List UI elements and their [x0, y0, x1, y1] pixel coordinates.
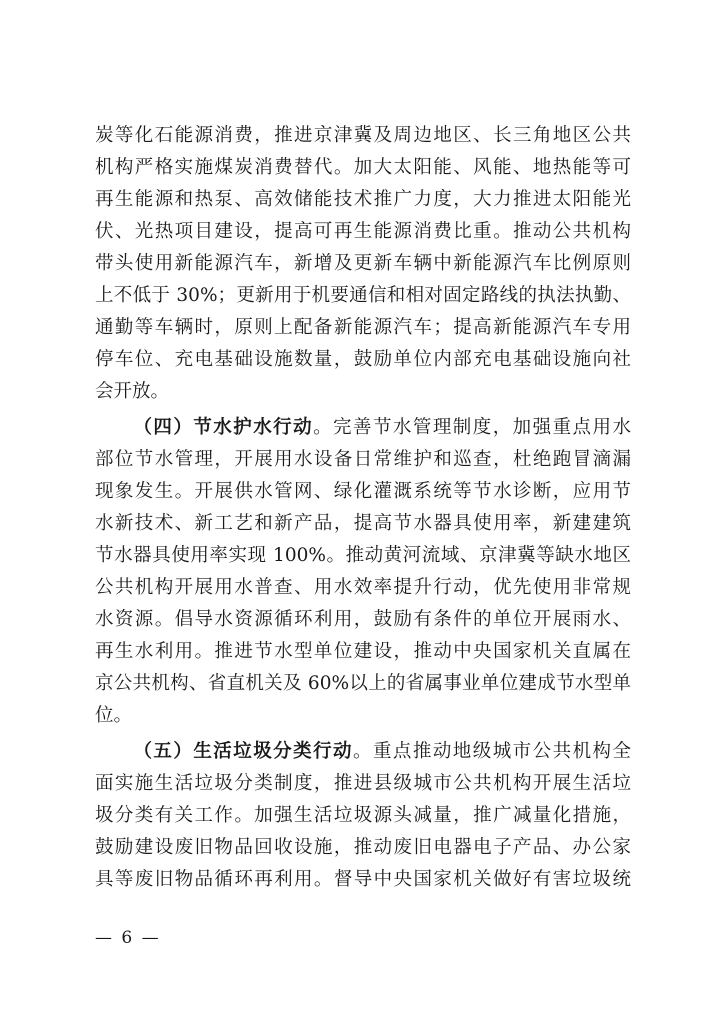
paragraph-water-saving [95, 412, 631, 732]
text-line: 位。 [95, 705, 133, 726]
document-page [95, 120, 631, 896]
text-line: 通勤等车辆时，原则上配备新能源汽车；提高新能源汽车专用 [95, 317, 631, 338]
text-line [95, 412, 631, 444]
text-line: 伏、光热项目建设，提高可再生能源消费比重。推动公共机构 [95, 221, 631, 242]
text-line: 现象发生。开展供水管网、绿化灌溉系统等节水诊断，应用节 [95, 481, 631, 502]
text-line: 节水器具使用率实现 100%。推动黄河流域、京津冀等缺水地区 [95, 545, 631, 566]
text-line: 停车位、充电基础设施数量，鼓励单位内部充电基础设施向社 [95, 349, 631, 370]
text-line: 面实施生活垃圾分类制度，推进县级城市公共机构开展生活垃 [95, 773, 631, 794]
paragraph-waste-sorting [95, 736, 631, 896]
text-line: 机构严格实施煤炭消费替代。加大太阳能、风能、地热能等可 [95, 157, 631, 178]
text-line: 上不低于 30%；更新用于机要通信和相对固定路线的执法执勤、 [95, 285, 631, 306]
text-line: 再生能源和热泵、高效储能技术推广力度，大力推进太阳能光 [95, 189, 631, 210]
text-line: 再生水利用。推进节水型单位建设，推动中央国家机关直属在 [95, 641, 631, 662]
text-line: 带头使用新能源汽车，新增及更新车辆中新能源汽车比例原则 [95, 253, 631, 274]
text-line: 水新技术、新工艺和新产品，提高节水器具使用率，新建建筑 [95, 513, 631, 534]
text-line: 鼓励建设废旧物品回收设施，推动废旧电器电子产品、办公家 [95, 837, 631, 858]
text-line: 水资源。倡导水资源循环利用，鼓励有条件的单位开展雨水、 [95, 609, 631, 630]
text-line: 部位节水管理，开展用水设备日常维护和巡查，杜绝跑冒滴漏 [95, 449, 631, 470]
text-line: 炭等化石能源消费，推进京津冀及周边地区、长三角地区公共 [95, 125, 631, 146]
text-line: 公共机构开展用水普查、用水效率提升行动，优先使用非常规 [95, 577, 631, 598]
section-heading: （四）节水护水行动 [132, 417, 314, 438]
section-heading: （五）生活垃圾分类行动 [132, 741, 354, 762]
text-run: 。完善节水管理制度，加强重点用水 [313, 417, 631, 438]
text-line [95, 736, 631, 768]
text-line: 具等废旧物品循环再利用。督导中央国家机关做好有害垃圾统 [95, 869, 631, 890]
text-line: 会开放。 [95, 381, 170, 402]
paragraph-energy [95, 120, 631, 408]
text-run: 。重点推动地级城市公共机构全 [353, 741, 631, 762]
text-line: 圾分类有关工作。加强生活垃圾源头减量，推广减量化措施， [95, 805, 631, 826]
text-line: 京公共机构、省直机关及 60%以上的省属事业单位建成节水型单 [95, 673, 631, 694]
page-number: — 6 — [95, 928, 161, 948]
